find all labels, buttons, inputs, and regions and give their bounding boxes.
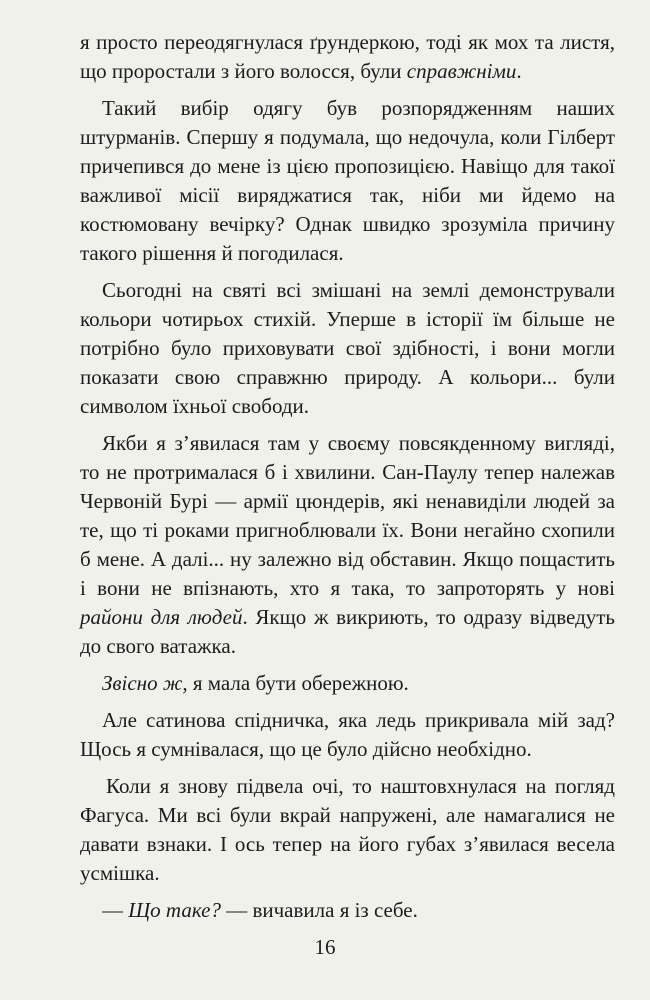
paragraph-8-emphasis: Що таке? bbox=[128, 898, 221, 922]
paragraph-4-text: Якби я з’явилася там у своєму повсякденному вигляді, то не протрималася б і хвилини. Сан-Паулу тепер належав Червоній Бурі — армії цюндерів, які ненавиділи людей за те, що ті роками пригноблювали їх. Вони негайно схопили б мене. А далі... ну залежно від обставин. Якщо пощастить і вони не впізнають, хто я така, то запроторять у нові bbox=[80, 431, 615, 600]
page-body bbox=[80, 28, 615, 933]
paragraph-8-end: — вичавила я із себе. bbox=[220, 898, 418, 922]
paragraph-5-end: я мала бути обережною. bbox=[187, 671, 409, 695]
paragraph-3: Сьогодні на святі всі змішані на землі демонстрували кольори чотирьох стихій. Уперше в історії їм більше не потрібно було приховувати свої здібності, і вони могли показати свою справжню природу. А кольори... були символом їхньої свободи. bbox=[80, 278, 615, 418]
paragraph-4 bbox=[80, 429, 615, 661]
paragraph-1-end: . bbox=[516, 59, 522, 83]
paragraph-1-text: я просто переодягнулася ґрундеркою, тоді як мох та листя, що проростали з його волосся, були bbox=[80, 30, 615, 83]
paragraph-6: Але сатинова спідничка, яка ледь прикривала мій зад? Щось я сумнівалася, що це було дійсно необхідно. bbox=[80, 708, 615, 761]
page-number: 16 bbox=[314, 935, 336, 959]
paragraph-4-end: . Якщо ж викриють, то одразу відведуть до свого ватажка. bbox=[80, 605, 616, 658]
paragraph-2: Такий вибір одягу був розпорядженням наших штурманів. Спершу я подумала, що недочула, коли Гілберт причепився до мене із цією пропозицією. Навіщо для такої важливої місії виряджатися так, ніби ми йдемо на костюмовану вечірку? Однак швидко зрозуміла причину такого рішення й погодилася. bbox=[80, 96, 615, 265]
paragraph-1 bbox=[80, 28, 615, 86]
paragraph-1-emphasis: справжніми bbox=[406, 59, 517, 83]
paragraph-4-emphasis: райони для людей bbox=[80, 605, 243, 629]
paragraph-8-dash: — bbox=[102, 898, 129, 922]
paragraph-5 bbox=[80, 669, 615, 698]
paragraph-5-emphasis: Звісно ж, bbox=[102, 671, 188, 695]
paragraph-7: Коли я знову підвела очі, то наштовхнулася на погляд Фагуса. Ми всі були вкрай напружені, але намагалися не давати взнаки. І ось тепер на його губах з’явилася весела усмішка. bbox=[80, 774, 615, 885]
paragraph-8 bbox=[80, 896, 615, 925]
